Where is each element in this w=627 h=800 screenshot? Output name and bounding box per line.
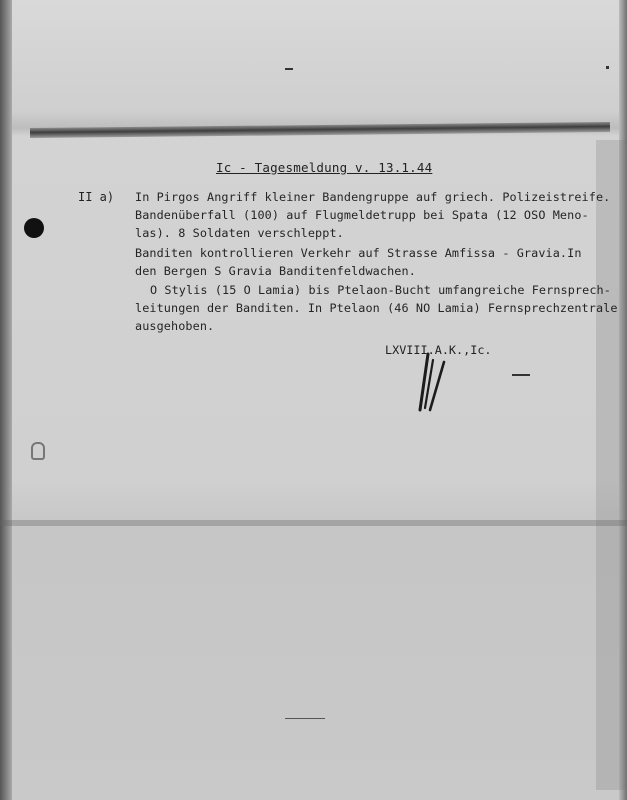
speck (606, 66, 609, 69)
punch-hole (24, 218, 44, 238)
scan-left-edge (0, 0, 12, 800)
speck (285, 68, 293, 70)
text-line: O Stylis (15 O Lamia) bis Ptelaon-Bucht umfangreiche Fernsprech- (150, 283, 611, 297)
text-line: las). 8 Soldaten verschleppt. (135, 226, 344, 240)
signature-block: LXVIII.A.K.,Ic. (385, 343, 492, 357)
text-line: leitungen der Banditen. In Ptelaon (46 NO Lamia) Fernsprechzentrale (135, 301, 618, 315)
text-line: Bandenüberfall (100) auf Flugmeldetrupp bei Spata (12 OSO Meno- (135, 208, 589, 222)
speck (512, 374, 530, 376)
text-line: In Pirgos Angriff kleiner Bandengruppe auf griech. Polizeistreife. (135, 190, 611, 204)
section-label: II a) (78, 190, 115, 204)
handwritten-signature (410, 352, 460, 414)
page-shadow (596, 140, 627, 790)
document-title: Ic - Tagesmeldung v. 13.1.44 (216, 160, 433, 175)
text-line: den Bergen S Gravia Banditenfeldwachen. (135, 264, 416, 278)
text-line: Banditen kontrollieren Verkehr auf Strasse Amfissa - Gravia.In (135, 246, 582, 260)
punch-mark (31, 442, 45, 460)
text-line: ausgehoben. (135, 319, 215, 333)
page-fold (0, 520, 627, 526)
speck (285, 718, 325, 719)
